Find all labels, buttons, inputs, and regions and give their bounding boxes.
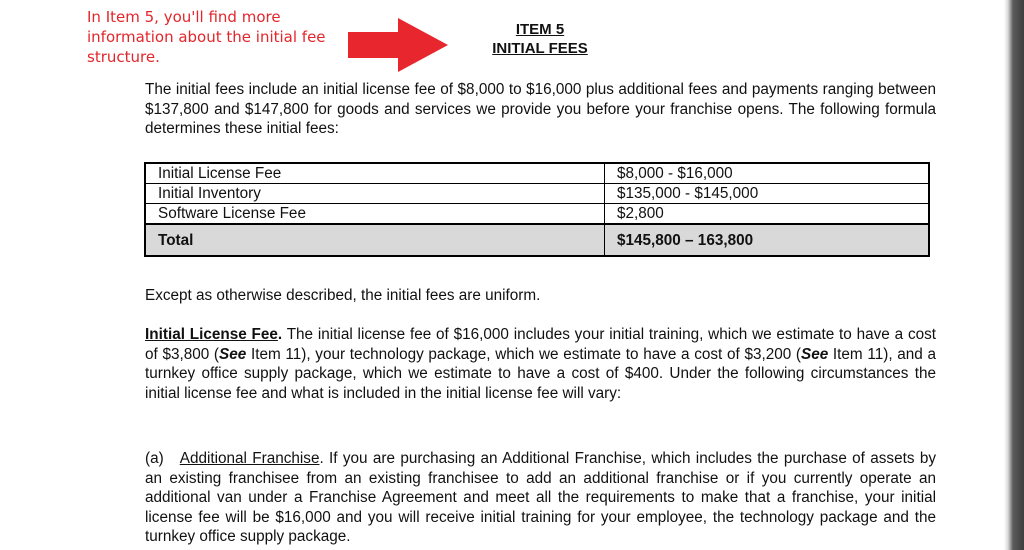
- window-edge-shadow: [1004, 0, 1024, 550]
- table-row: [145, 163, 929, 184]
- intro-paragraph: The initial fees include an initial license fee of $8,000 to $16,000 plus additional fees and payments ranging between $137,800 and $147,800 for goods and services we provide you before your franchise opens. The following formula determines these initial fees:: [145, 81, 936, 137]
- see-reference: See: [801, 345, 829, 363]
- fee-label: Software License Fee: [158, 205, 306, 222]
- initial-fees-table: [144, 162, 930, 257]
- license-fee-paragraph: [145, 325, 936, 403]
- additional-franchise-title: Additional Franchise: [179, 450, 320, 467]
- callout-annotation: In Item 5, you'll find more information about the initial fee structure.: [87, 8, 326, 66]
- table-row: [145, 204, 929, 225]
- license-fee-title: Initial License Fee: [145, 326, 278, 343]
- license-fee-text-2: Item 11), your technology package, which we estimate to have a cost of $3,200 (: [246, 345, 802, 363]
- fee-value: $2,800: [605, 204, 930, 225]
- uniform-statement: Except as otherwise described, the initial fees are uniform.: [145, 287, 541, 304]
- heading-title: INITIAL FEES: [492, 40, 588, 57]
- subsection-marker: (a): [145, 450, 164, 467]
- fee-value: $8,000 - $16,000: [605, 163, 930, 184]
- total-label: Total: [145, 224, 605, 256]
- license-fee-text-3: Item 11), and a turnkey office supply package, which we estimate to have a cost of $400. Under the following circumstances the initial license fee and what is included in the initial license fee will vary:: [145, 345, 936, 402]
- additional-franchise-text: . If you are purchasing an Additional Franchise, which includes the purchase of assets by an existing franchisee from an existing franchisee to add an additional franchise or if you currently operate an additional van under a Franchise Agreement and meet all the requirements to make that a franchise, your initial license fee will be $16,000 and you will receive initial training for your employee, the technology package and the turnkey office supply package.: [145, 450, 936, 545]
- additional-franchise-paragraph: [145, 449, 936, 547]
- see-reference: See: [219, 345, 247, 363]
- table-row: [145, 184, 929, 204]
- section-heading: [460, 20, 620, 58]
- license-fee-text-1: The initial license fee of $16,000 includes your initial training, which we estimate to have a cost of $3,800 (: [145, 326, 936, 363]
- red-arrow-icon: [348, 18, 448, 72]
- total-value: $145,800 – 163,800: [605, 224, 930, 256]
- fee-label: Initial Inventory: [145, 184, 605, 204]
- fee-label: Initial License Fee: [145, 163, 605, 184]
- fee-value: $135,000 - $145,000: [605, 184, 930, 204]
- table-total-row: [145, 224, 929, 256]
- heading-item-number: ITEM 5: [515, 21, 565, 38]
- license-fee-title-period: .: [277, 326, 283, 343]
